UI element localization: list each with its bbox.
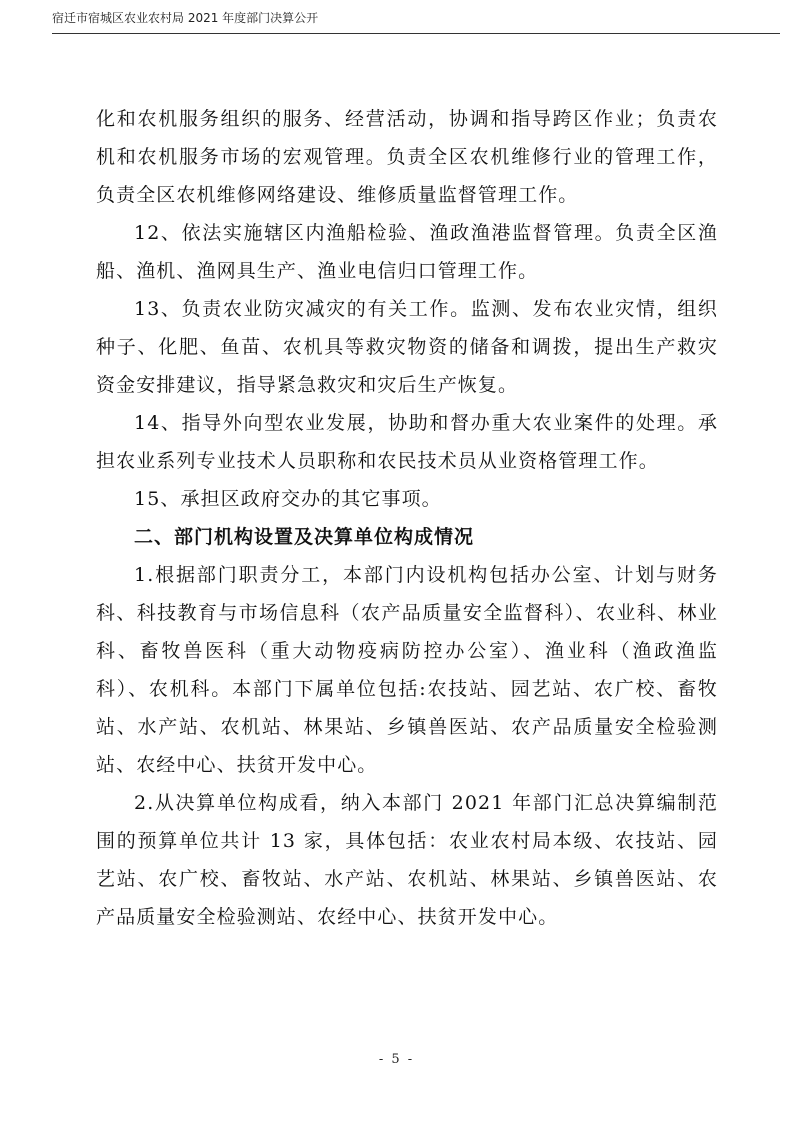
paragraph-duty-12: 12、依法实施辖区内渔船检验、渔政渔港监督管理。负责全区渔船、渔机、渔网具生产、渔业电信归口管理工作。 [96, 222, 718, 282]
paragraph-budget-units: 2.从决算单位构成看，纳入本部门 2021 年部门汇总决算编制范围的预算单位共计 13 家，具体包括：农业农村局本级、农技站、园艺站、农广校、畜牧站、水产站、农机站、林果站、乡镇兽医站、农产品质量安全检验测站、农经中心、扶贫开发中心。 [96, 792, 718, 928]
section-heading: 二、部门机构设置及决算单位构成情况 [134, 526, 475, 548]
document-body [96, 100, 718, 936]
paragraph-continued-duty-11: 化和农机服务组织的服务、经营活动，协调和指导跨区作业；负责农机和农机服务市场的宏观管理。负责全区农机维修行业的管理工作，负责全区农机维修网络建设、维修质量监督管理工作。 [96, 108, 718, 206]
paragraph-internal-structure: 1.根据部门职责分工，本部门内设机构包括办公室、计划与财务科、科技教育与市场信息科（农产品质量安全监督科）、农业科、林业科、畜牧兽医科（重大动物疫病防控办公室）、渔业科（渔政渔监科）、农机科。本部门下属单位包括:农技站、园艺站、农广校、畜牧站、水产站、农机站、林果站、乡镇兽医站、农产品质量安全检验测站、农经中心、扶贫开发中心。 [96, 564, 718, 776]
paragraph-duty-13: 13、负责农业防灾减灾的有关工作。监测、发布农业灾情，组织种子、化肥、鱼苗、农机具等救灾物资的储备和调拨，提出生产救灾资金安排建议，指导紧急救灾和灾后生产恢复。 [96, 298, 718, 396]
page-number: - 5 - [378, 1052, 415, 1067]
paragraph-duty-14: 14、指导外向型农业发展，协助和督办重大农业案件的处理。承担农业系列专业技术人员职称和农民技术员从业资格管理工作。 [96, 412, 718, 472]
paragraph-duty-15: 15、承担区政府交办的其它事项。 [134, 488, 442, 510]
header-divider [52, 33, 780, 34]
page-header: 宿迁市宿城区农业农村局 2021 年度部门决算公开 [52, 11, 319, 25]
